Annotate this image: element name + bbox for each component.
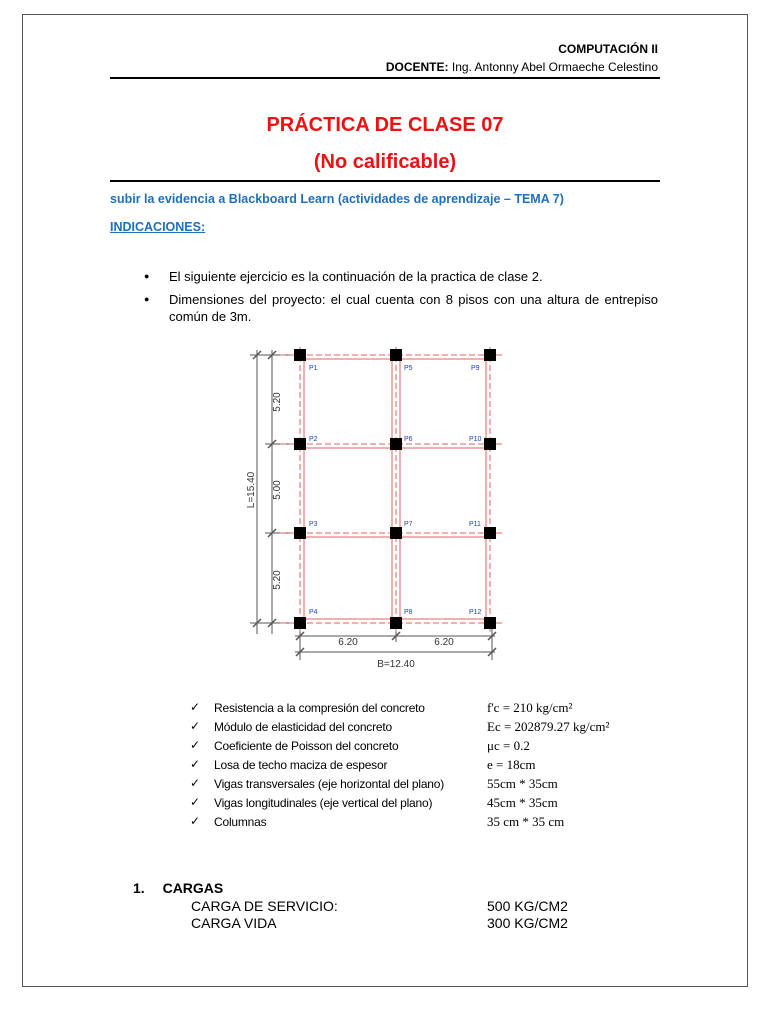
- dimension-ticks: [253, 351, 496, 656]
- label-p5: P5: [404, 365, 413, 372]
- spec-label: Vigas longitudinales (eje vertical del plano): [214, 796, 433, 810]
- teacher-name: Ing. Antonny Abel Ormaeche Celestino: [451, 60, 658, 74]
- title-rule: [110, 180, 660, 182]
- label-p8: P8: [404, 609, 413, 616]
- spec-value: μc = 0.2: [487, 738, 530, 753]
- bullet-item: ● El siguiente ejercicio es la continuación de la practica de clase 2.: [140, 268, 658, 285]
- column-p9: [484, 349, 496, 361]
- spec-label: Losa de techo maciza de espesor: [214, 758, 388, 772]
- spec-row: [190, 719, 660, 738]
- spec-label: Resistencia a la compresión del concreto: [214, 701, 425, 715]
- column-p12: [484, 617, 496, 629]
- label-p12: P12: [469, 609, 482, 616]
- course-name: COMPUTACIÓN II: [558, 42, 658, 56]
- spec-value: Ec = 202879.27 kg/cm²: [487, 719, 610, 734]
- label-p1: P1: [309, 365, 318, 372]
- spec-row: [190, 738, 660, 757]
- load-label: CARGA VIDA: [191, 915, 277, 931]
- check-icon: ✓: [190, 719, 201, 733]
- span-y-2: 5.00: [272, 480, 283, 500]
- spec-label: Columnas: [214, 815, 267, 829]
- floor-plan-diagram: [240, 342, 510, 672]
- label-p10: P10: [469, 436, 482, 443]
- spec-label: Módulo de elasticidad del concreto: [214, 720, 392, 734]
- label-p7: P7: [404, 521, 413, 528]
- column-p6: [390, 438, 402, 450]
- header-rule: [110, 77, 660, 79]
- column-p3: [294, 527, 306, 539]
- column-p2: [294, 438, 306, 450]
- teacher-line: [386, 60, 658, 74]
- span-x-1: 6.20: [338, 637, 358, 648]
- spec-label: Coeficiente de Poisson del concreto: [214, 739, 399, 753]
- section-number: 1.: [133, 880, 145, 896]
- spec-value: e = 18cm: [487, 757, 536, 772]
- spec-row: [190, 757, 660, 776]
- spec-row: [190, 776, 660, 795]
- spec-row: [190, 795, 660, 814]
- check-icon: ✓: [190, 776, 201, 790]
- spec-row: [190, 700, 660, 719]
- spec-value: f'c = 210 kg/cm²: [487, 700, 573, 715]
- column-p4: [294, 617, 306, 629]
- total-length: L=15.40: [246, 471, 257, 509]
- total-width: B=12.40: [377, 659, 415, 670]
- check-icon: ✓: [190, 795, 201, 809]
- check-icon: ✓: [190, 738, 201, 752]
- label-p4: P4: [309, 609, 318, 616]
- grid-axes: [280, 347, 502, 632]
- dimension-lines: [250, 350, 495, 660]
- column-p11: [484, 527, 496, 539]
- check-icon: ✓: [190, 700, 201, 714]
- upload-note: subir la evidencia a Blackboard Learn (actividades de aprendizaje – TEMA 7): [110, 192, 564, 206]
- spec-value: 35 cm * 35 cm: [487, 814, 565, 829]
- label-p9: P9: [471, 365, 480, 372]
- label-p11: P11: [469, 521, 481, 528]
- spec-label: Vigas transversales (eje horizontal del plano): [214, 777, 445, 791]
- column-p8: [390, 617, 402, 629]
- columns: [294, 349, 496, 629]
- load-value: 300 KG/CM2: [487, 915, 568, 931]
- load-label: CARGA DE SERVICIO:: [191, 898, 338, 914]
- column-p7: [390, 527, 402, 539]
- spec-value: 55cm * 35cm: [487, 776, 558, 791]
- spec-value: 45cm * 35cm: [487, 795, 558, 810]
- page-subtitle: (No calificable): [313, 151, 457, 173]
- label-p6: P6: [404, 436, 413, 443]
- label-p2: P2: [309, 436, 318, 443]
- load-value: 500 KG/CM2: [487, 898, 568, 914]
- span-y-1: 5.20: [272, 392, 283, 412]
- instruction-list: [140, 268, 658, 331]
- teacher-label: DOCENTE:: [385, 60, 449, 74]
- span-y-3: 5.20: [272, 570, 283, 590]
- section-heading: [133, 880, 223, 896]
- spec-list: [190, 700, 660, 833]
- section-title: CARGAS: [162, 880, 224, 896]
- span-x-2: 6.20: [434, 637, 454, 648]
- spec-row: [190, 814, 660, 833]
- beam-lines: [300, 355, 490, 623]
- column-p5: [390, 349, 402, 361]
- check-icon: ✓: [190, 814, 201, 828]
- column-p1: [294, 349, 306, 361]
- label-p3: P3: [309, 521, 318, 528]
- column-p10: [484, 438, 496, 450]
- page-title: PRÁCTICA DE CLASE 07: [266, 114, 504, 136]
- bullet-item: ● Dimensiones del proyecto: el cual cuenta con 8 pisos con una altura de entrepiso común de 3m.: [140, 291, 658, 325]
- check-icon: ✓: [190, 757, 201, 771]
- indications-heading: INDICACIONES:: [110, 220, 206, 234]
